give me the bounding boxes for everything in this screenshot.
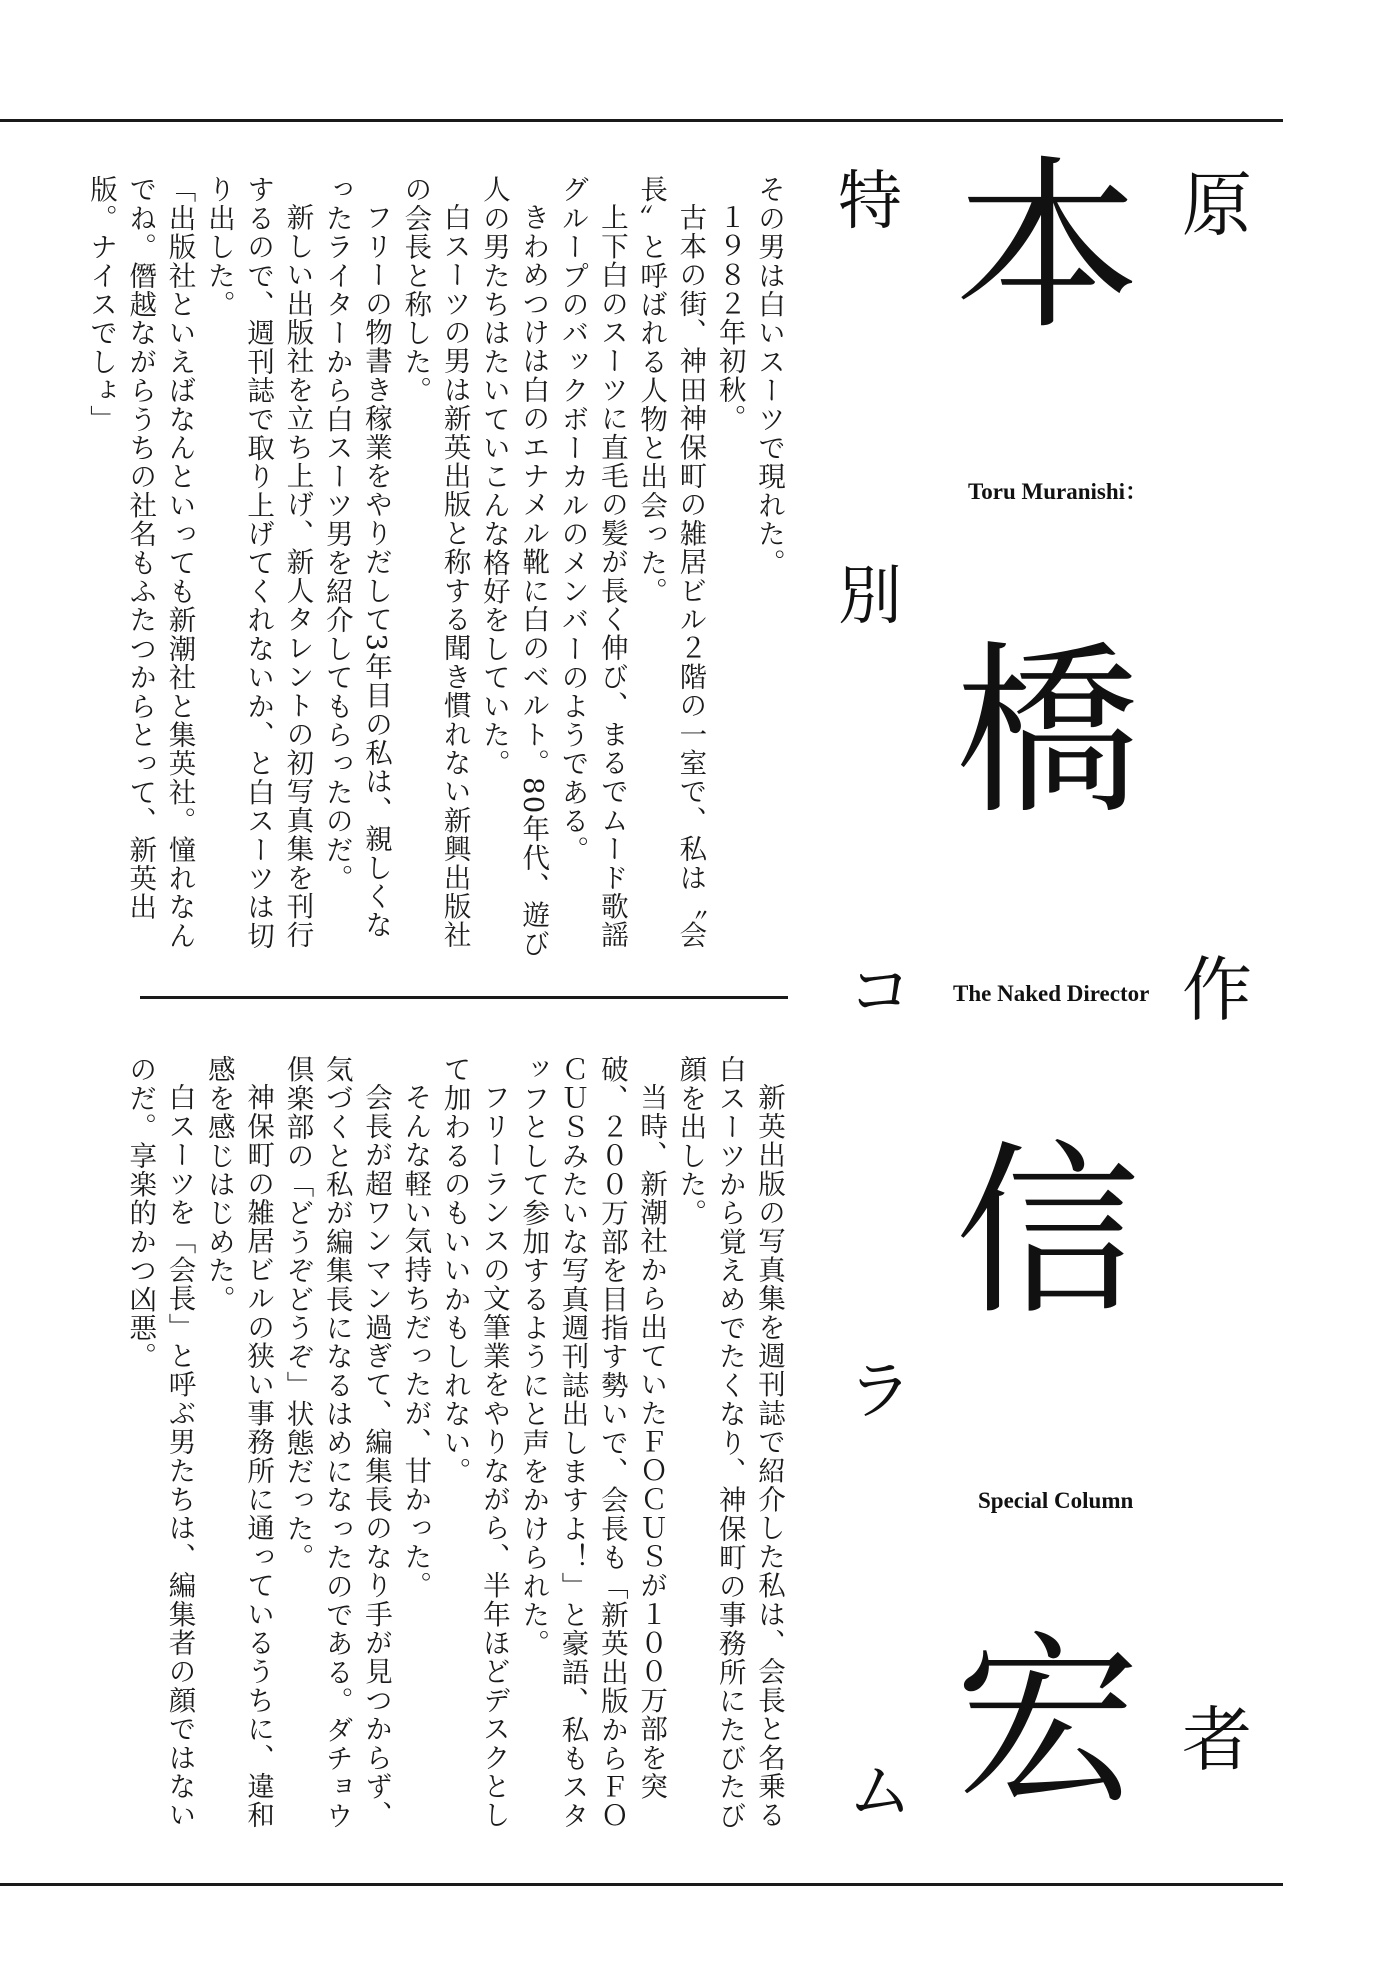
paragraph: きわめつけは白のエナメル靴に白のベルト。80年代、遊び人の男たちはたいていこんな格好をしていた。 <box>477 175 550 958</box>
paragraph: 白スーツを「会長」と呼ぶ男たちは、編集者の顔ではないのだ。享楽的かつ凶悪。 <box>124 1055 196 1829</box>
bottom-rule <box>0 1883 1283 1886</box>
paragraph: 古本の街、神田神保町の雑居ビル２階の一室で、私は〝会長〟と呼ばれる人物と出会った。 <box>635 175 707 949</box>
author-name-char-4: 宏 <box>955 1614 1140 1830</box>
work-title-english: The Naked Director <box>953 981 1150 1006</box>
paragraph: 「出版社といえばなんといっても新潮社と集英社。憧れなんでね。僭越ながらうちの社名もふたつからとって、新英出版。ナイスでしょ」 <box>84 175 196 950</box>
article-upper-block <box>84 175 788 965</box>
column-label-char-3: コ <box>848 955 912 1029</box>
paragraph: 会長が超ワンマン過ぎて、編集長のなり手が見つからず、気づくと私が編集長になるはめになったのである。ダチョウ倶楽部の「どうぞどうぞ」状態だった。 <box>281 1055 393 1830</box>
paragraph: フリーランスの文筆業をやりながら、半年ほどデスクとして加わるのもいいかもしれない。 <box>438 1055 510 1829</box>
paragraph: 当時、新潮社から出ていたＦＯＣＵＳが１００万部を突破、２００万部を目指す勢いで、会長も「新英出版からＦＯＣＵＳみたいな写真週刊誌出しますよ！」と豪語、私もスタッフとして参加するようにと声をかけられた。 <box>517 1055 668 1830</box>
paragraph: そんな軽い気持ちだったが、甘かった。 <box>399 1082 432 1600</box>
paragraph: 上下白のスーツに直毛の髪が長く伸び、まるでムード歌謡グループのバックボーカルのメンバーのようである。 <box>556 175 628 949</box>
author-label-char-2: 作 <box>1182 949 1252 1031</box>
author-name-char-3: 信 <box>955 1124 1140 1340</box>
middle-rule <box>140 996 788 999</box>
paragraph: 白スーツの男は新英出版と称する聞き慣れない新興出版社の会長と称した。 <box>399 175 471 949</box>
paragraph: その男は白いスーツで現れた。 <box>753 175 785 577</box>
column-label-english: Special Column <box>978 1488 1134 1513</box>
paragraph: フリーの物書き稼業をやりだして3年目の私は、親しくなったライターから白スーツ男を紹介してもらったのだ。 <box>320 175 393 939</box>
column-label-char-5: ム <box>848 1755 912 1829</box>
paragraph: 新しい出版社を立ち上げ、新人タレントの初写真集を刊行するので、週刊誌で取り上げてくれないか、と白スーツは切り出した。 <box>202 175 314 950</box>
column-label-char-1: 特 <box>838 165 902 239</box>
top-rule <box>0 119 1283 122</box>
author-name-english: Toru Muranishi： <box>968 479 1149 504</box>
paragraph: 新英出版の写真集を週刊誌で紹介した私は、会長と名乗る白スーツから覚えめでたくなり、神保町の事務所にたびたび顔を出した。 <box>674 1055 785 1830</box>
author-label-char-3: 者 <box>1182 1699 1252 1781</box>
column-label-char-2: 別 <box>838 560 902 634</box>
paragraph: 神保町の雑居ビルの狭い事務所に通っているうちに、違和感を感じはじめた。 <box>202 1055 275 1829</box>
paragraph: １９８２年初秋。 <box>713 202 746 433</box>
author-label-char-1: 原 <box>1182 164 1252 246</box>
article-lower-block <box>124 1055 788 1845</box>
author-name-char-2: 橋 <box>955 624 1140 840</box>
column-label-char-4: ラ <box>848 1355 912 1429</box>
author-name-char-1: 本 <box>955 139 1140 355</box>
